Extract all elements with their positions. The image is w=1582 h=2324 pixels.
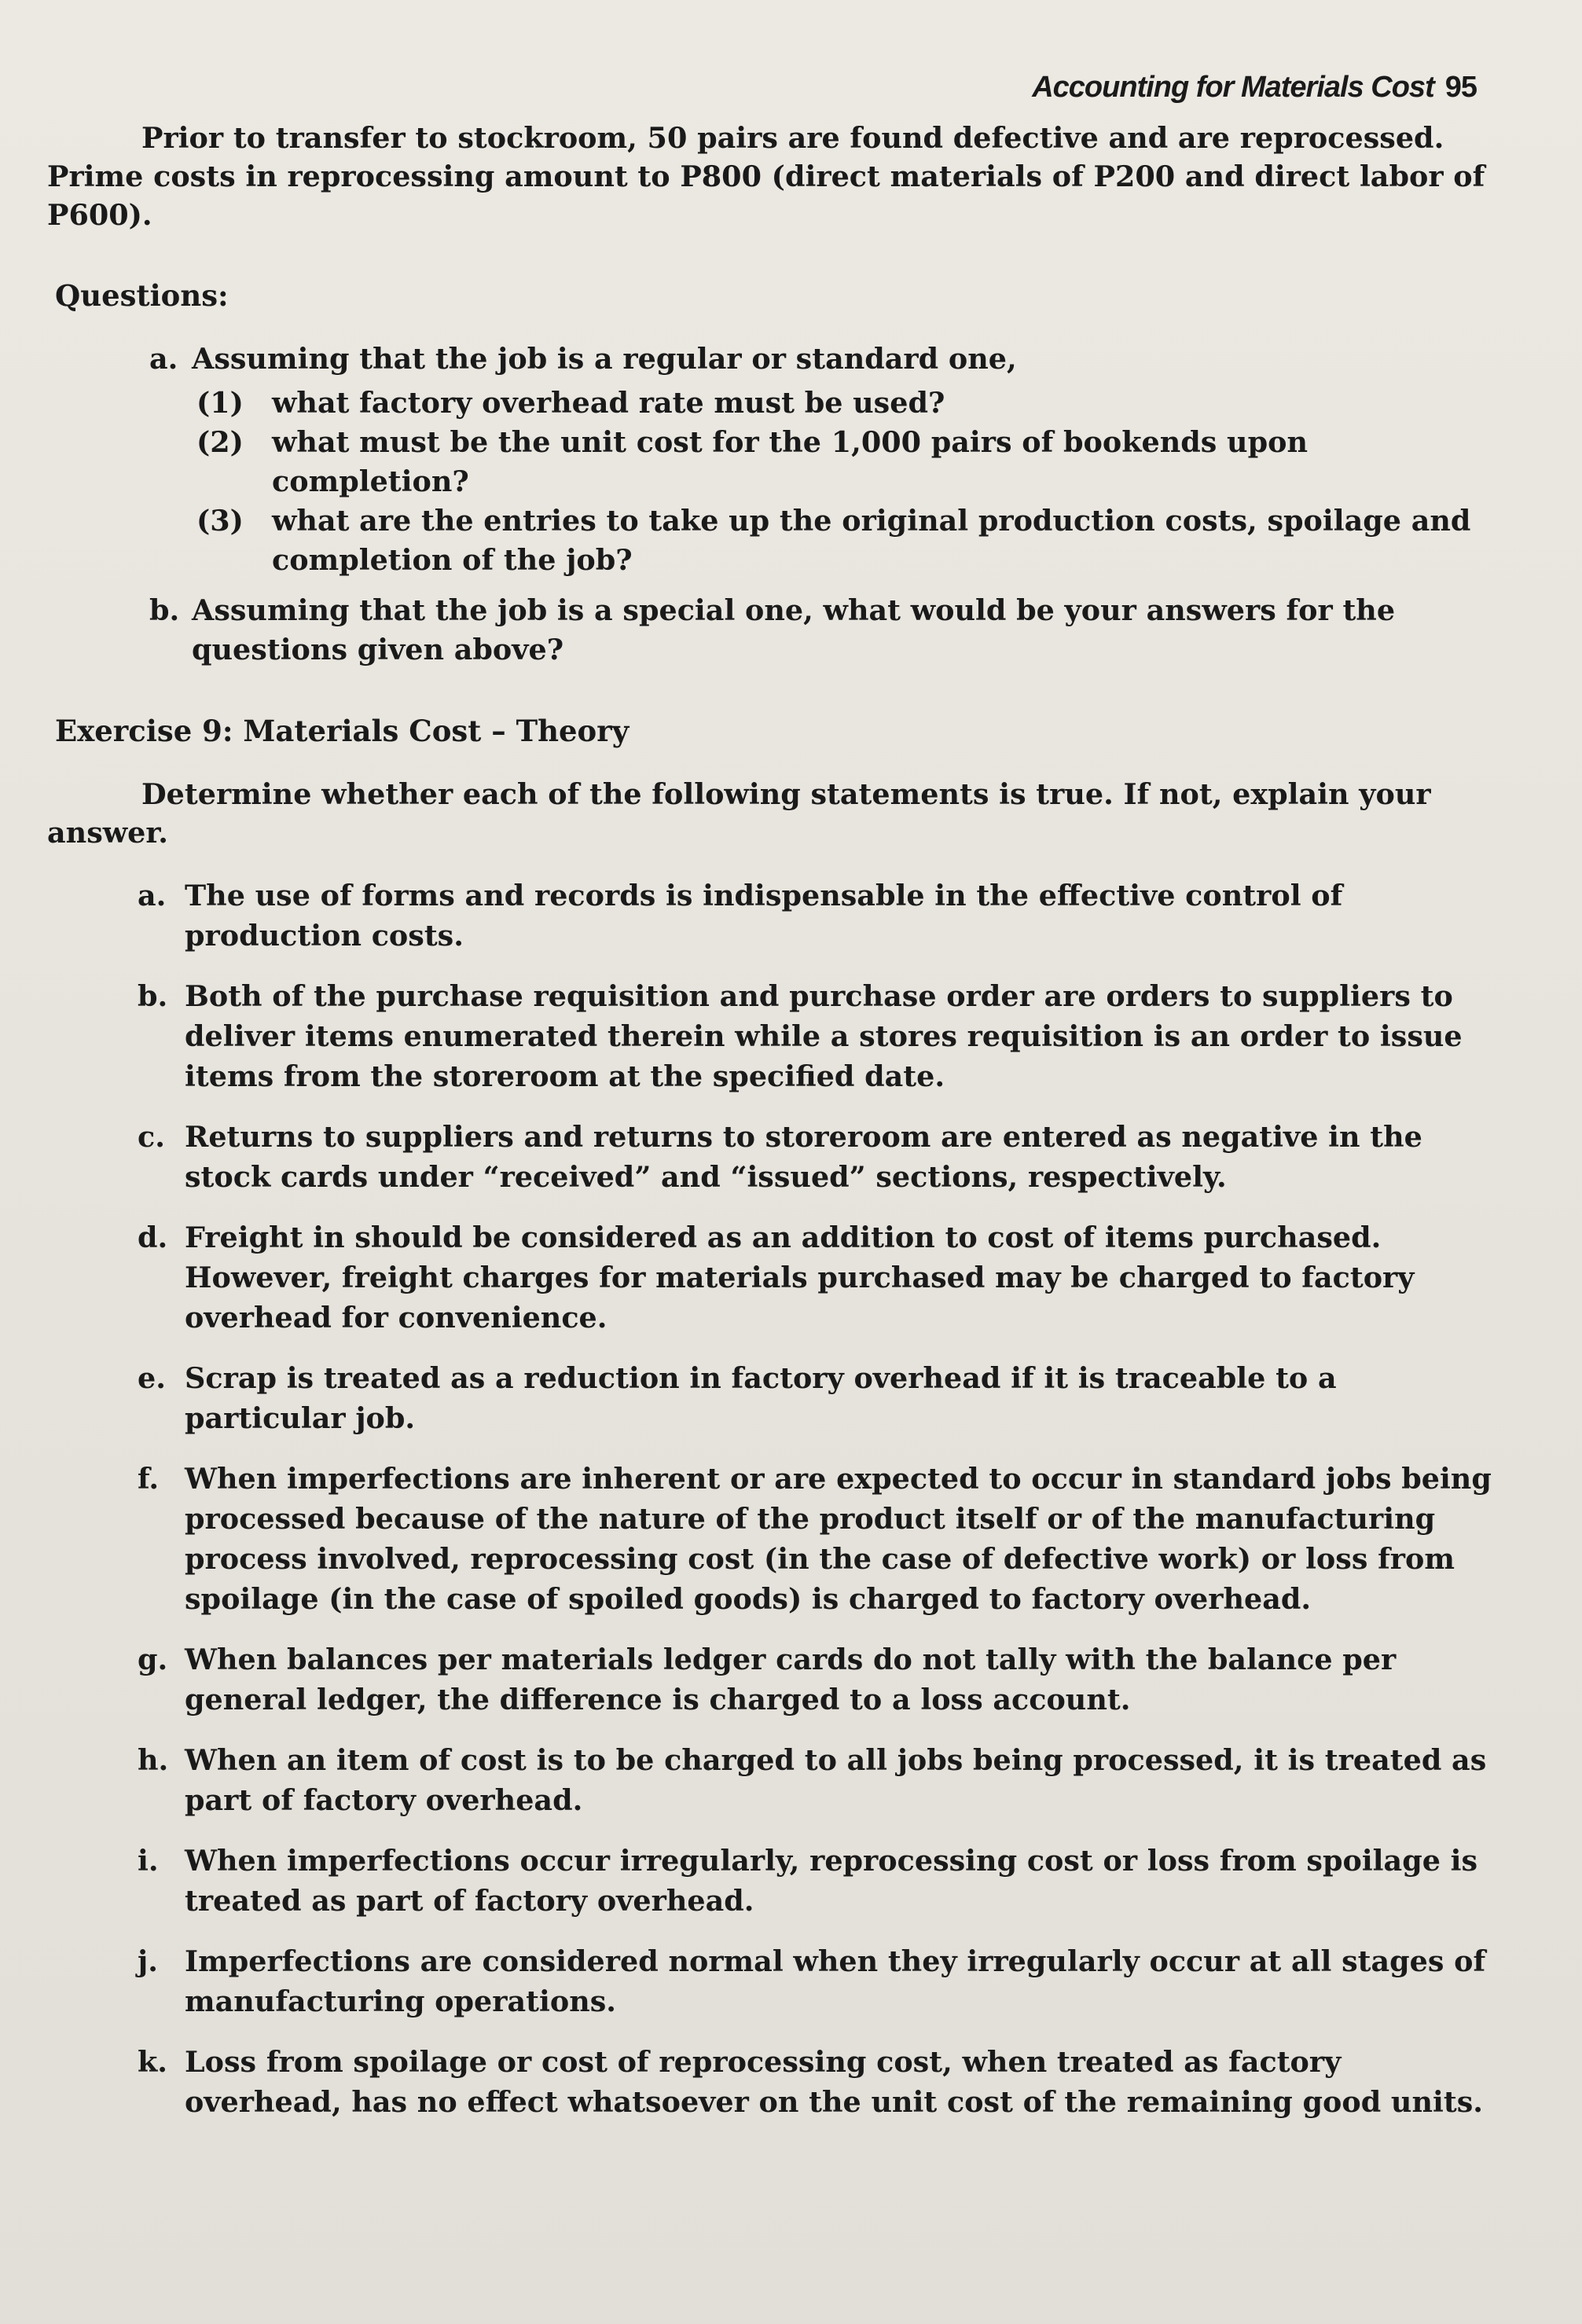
- statement-item: [138, 1459, 1496, 1619]
- sub-question-text: what must be the unit cost for the 1,000 pairs of bookends upon completion?: [272, 425, 1308, 498]
- statement-label: e.: [138, 1361, 166, 1395]
- question-label: a.: [149, 342, 178, 376]
- exercise-heading: Exercise 9: Materials Cost – Theory: [55, 714, 629, 748]
- sub-question-3: [196, 501, 1496, 580]
- statement-item: [138, 1841, 1496, 1921]
- intro-paragraph: Prior to transfer to stockroom, 50 pairs are found defective and are reprocessed. Prime costs in reprocessing amount to P800 (direct materials of P200 and direct labor of P600).: [47, 121, 1485, 232]
- statement-item: [138, 876, 1496, 956]
- statement-text: Scrap is treated as a reduction in factory overhead if it is traceable to a particular job.: [185, 1361, 1337, 1435]
- statement-item: [138, 976, 1496, 1096]
- question-text: Assuming that the job is a regular or standard one,: [192, 342, 1017, 376]
- statement-label: c.: [138, 1120, 165, 1154]
- statement-text: When imperfections are inherent or are expected to occur in standard jobs being processed because of the nature of the product itself or of the manufacturing process involved, reprocessing cost (in the case of defective work) or loss from spoilage (in the case of spoiled goods) is charged to factory overhead.: [185, 1462, 1492, 1616]
- sub-question-text: what factory overhead rate must be used?: [272, 386, 945, 420]
- statement-label: a.: [138, 879, 167, 912]
- questions-heading: Questions:: [55, 278, 229, 313]
- sub-question-label: (1): [196, 386, 244, 420]
- statement-item: [138, 1941, 1496, 2021]
- statement-label: f.: [138, 1462, 160, 1496]
- question-a: [149, 340, 1496, 379]
- statement-text: When balances per materials ledger cards do not tally with the balance per general ledger, the difference is charged to a loss account.: [185, 1643, 1397, 1716]
- statement-item: [138, 1358, 1496, 1438]
- statement-text: The use of forms and records is indispensable in the effective control of production costs.: [185, 879, 1343, 953]
- statement-item: [138, 1117, 1496, 1197]
- statement-item: [138, 1740, 1496, 1820]
- exercise-instruction: Determine whether each of the following statements is true. If not, explain your answer.: [47, 777, 1431, 850]
- statement-text: Returns to suppliers and returns to storeroom are entered as negative in the stock cards under “received” and “issued” sections, respectively.: [185, 1120, 1422, 1194]
- sub-question-text: what are the entries to take up the original production costs, spoilage and completion of the job?: [272, 504, 1471, 577]
- sub-question-label: (2): [196, 425, 244, 459]
- statement-label: i.: [138, 1844, 159, 1878]
- page-number: 95: [1444, 71, 1477, 104]
- statement-item: [138, 2042, 1496, 2122]
- question-label: b.: [149, 593, 180, 627]
- statement-text: Freight in should be considered as an addition to cost of items purchased. However, freight charges for materials purchased may be charged to factory overhead for convenience.: [185, 1221, 1415, 1335]
- statement-label: b.: [138, 979, 168, 1013]
- running-head: [47, 71, 1477, 105]
- sub-question-label: (3): [196, 504, 244, 538]
- statement-label: d.: [138, 1221, 168, 1254]
- statement-label: j.: [138, 1944, 158, 1978]
- statement-text: When imperfections occur irregularly, reprocessing cost or loss from spoilage is treated as part of factory overhead.: [185, 1844, 1478, 1918]
- statement-text: Imperfections are considered normal when they irregularly occur at all stages of manufacturing operations.: [185, 1944, 1486, 2018]
- statement-text: Both of the purchase requisition and purchase order are orders to suppliers to deliver items enumerated therein while a stores requisition is an order to issue items from the storeroom at the specified date.: [185, 979, 1463, 1093]
- statement-text: Loss from spoilage or cost of reprocessing cost, when treated as factory overhead, has no effect whatsoever on the unit cost of the remaining good units.: [185, 2045, 1483, 2119]
- statement-label: g.: [138, 1643, 168, 1676]
- statement-list: [138, 876, 1496, 2122]
- statement-item: [138, 1639, 1496, 1720]
- sub-question-list: [196, 384, 1496, 580]
- question-b: [149, 591, 1496, 670]
- question-text: Assuming that the job is a special one, what would be your answers for the questions given above?: [192, 593, 1396, 666]
- sub-question-2: [196, 423, 1496, 501]
- running-title: Accounting for Materials Cost: [1032, 71, 1434, 104]
- statement-label: k.: [138, 2045, 167, 2079]
- questions-list: [149, 340, 1496, 670]
- statement-text: When an item of cost is to be charged to all jobs being processed, it is treated as part of factory overhead.: [185, 1743, 1487, 1817]
- statement-item: [138, 1217, 1496, 1338]
- sub-question-1: [196, 384, 1496, 423]
- statement-label: h.: [138, 1743, 169, 1777]
